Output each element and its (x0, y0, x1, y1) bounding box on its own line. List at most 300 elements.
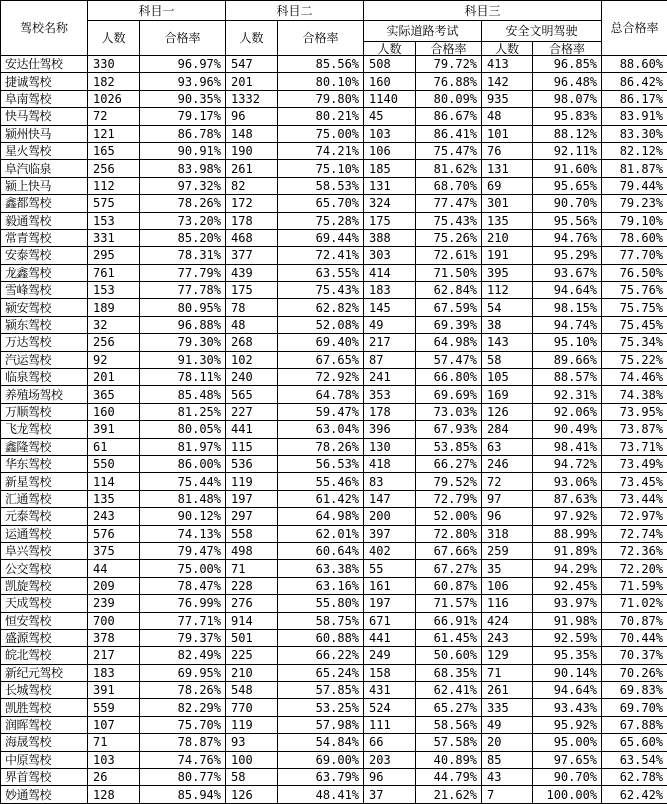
subject1-rate-cell: 82.29% (140, 699, 226, 716)
total-rate-cell: 70.87% (602, 612, 667, 629)
subject1-count-cell: 121 (88, 125, 140, 142)
road-test-rate-cell: 81.62% (416, 160, 482, 177)
subject1-rate-cell: 80.05% (140, 421, 226, 438)
school-name-cell: 海晟驾校 (1, 734, 88, 751)
total-pass-rate-header: 总合格率 (602, 1, 667, 56)
road-test-rate-cell: 86.41% (416, 125, 482, 142)
safety-count-cell: 126 (482, 403, 533, 420)
table-row (1, 525, 667, 542)
subject2-rate-cell: 53.25% (278, 699, 364, 716)
school-name-cell: 界首驾校 (1, 769, 88, 786)
road-test-count-cell: 130 (364, 438, 416, 455)
subject1-count-cell: 183 (88, 664, 140, 681)
road-test-count-cell: 508 (364, 56, 416, 73)
school-name-cell: 常青驾校 (1, 229, 88, 246)
road-test-rate-cell: 65.27% (416, 699, 482, 716)
subject2-count-cell: 58 (226, 769, 278, 786)
table-row (1, 229, 667, 246)
subject1-count-cell: 761 (88, 264, 140, 281)
safety-rate-cell: 94.64% (533, 282, 602, 299)
subject2-count-cell: 536 (226, 455, 278, 472)
road-test-count-cell: 203 (364, 751, 416, 768)
subject1-count-cell: 114 (88, 473, 140, 490)
safety-rate-cell: 98.07% (533, 90, 602, 107)
subject2-count-cell: 914 (226, 612, 278, 629)
safety-count-header: 人数 (482, 42, 533, 56)
table-row (1, 612, 667, 629)
subject2-rate-cell: 55.46% (278, 473, 364, 490)
road-test-count-cell: 37 (364, 786, 416, 803)
table-row (1, 473, 667, 490)
road-test-rate-cell: 73.03% (416, 403, 482, 420)
subject1-count-cell: 576 (88, 525, 140, 542)
subject1-count-cell: 391 (88, 421, 140, 438)
road-test-count-cell: 175 (364, 212, 416, 229)
school-name-cell: 捷诚驾校 (1, 73, 88, 90)
road-test-header: 实际道路考试 (364, 21, 482, 42)
school-name-cell: 飞龙驾校 (1, 421, 88, 438)
table-row (1, 734, 667, 751)
road-test-rate-cell: 67.59% (416, 299, 482, 316)
total-rate-cell: 73.45% (602, 473, 667, 490)
subject2-rate-cell: 56.53% (278, 455, 364, 472)
school-name-cell: 雪峰驾校 (1, 282, 88, 299)
road-test-rate-cell: 44.79% (416, 769, 482, 786)
total-rate-cell: 75.22% (602, 351, 667, 368)
road-test-rate-cell: 79.72% (416, 56, 482, 73)
safety-count-cell: 424 (482, 612, 533, 629)
road-test-rate-cell: 75.47% (416, 142, 482, 159)
subject1-rate-cell: 80.95% (140, 299, 226, 316)
total-rate-cell: 75.75% (602, 299, 667, 316)
safety-count-cell: 261 (482, 682, 533, 699)
safety-count-cell: 191 (482, 247, 533, 264)
subject3-header: 科目三 (364, 1, 602, 21)
subject1-rate-cell: 77.78% (140, 282, 226, 299)
subject1-rate-cell: 96.88% (140, 316, 226, 333)
subject1-rate-cell: 75.00% (140, 560, 226, 577)
total-rate-cell: 62.78% (602, 769, 667, 786)
subject2-count-cell: 210 (226, 664, 278, 681)
total-rate-cell: 73.44% (602, 490, 667, 507)
subject2-count-cell: 148 (226, 125, 278, 142)
safety-rate-cell: 94.29% (533, 560, 602, 577)
road-test-rate-cell: 75.43% (416, 212, 482, 229)
road-test-rate-cell: 69.39% (416, 316, 482, 333)
safety-count-cell: 135 (482, 212, 533, 229)
subject2-rate-header: 合格率 (278, 21, 364, 56)
safety-rate-cell: 94.74% (533, 316, 602, 333)
subject1-header: 科目一 (88, 1, 226, 21)
subject2-count-cell: 439 (226, 264, 278, 281)
road-test-rate-cell: 67.27% (416, 560, 482, 577)
safety-count-cell: 20 (482, 734, 533, 751)
subject1-count-cell: 575 (88, 195, 140, 212)
safety-count-cell: 116 (482, 595, 533, 612)
subject1-rate-cell: 96.97% (140, 56, 226, 73)
road-test-count-cell: 145 (364, 299, 416, 316)
table-row (1, 647, 667, 664)
subject2-rate-cell: 75.10% (278, 160, 364, 177)
safety-count-cell: 71 (482, 664, 533, 681)
subject1-count-cell: 391 (88, 682, 140, 699)
subject2-count-cell: 175 (226, 282, 278, 299)
road-test-count-cell: 197 (364, 595, 416, 612)
road-test-rate-cell: 62.41% (416, 682, 482, 699)
subject2-rate-cell: 75.43% (278, 282, 364, 299)
safety-rate-cell: 94.72% (533, 455, 602, 472)
road-test-count-cell: 303 (364, 247, 416, 264)
subject1-rate-cell: 75.70% (140, 716, 226, 733)
safety-count-cell: 142 (482, 73, 533, 90)
total-rate-cell: 72.97% (602, 508, 667, 525)
road-test-rate-cell: 58.56% (416, 716, 482, 733)
school-name-cell: 新纪元驾校 (1, 664, 88, 681)
subject2-rate-cell: 75.00% (278, 125, 364, 142)
subject1-count-cell: 103 (88, 751, 140, 768)
subject2-count-cell: 240 (226, 369, 278, 386)
total-rate-cell: 73.95% (602, 403, 667, 420)
road-test-rate-cell: 66.27% (416, 455, 482, 472)
safety-count-cell: 131 (482, 160, 533, 177)
road-test-count-cell: 414 (364, 264, 416, 281)
safety-count-cell: 284 (482, 421, 533, 438)
safety-rate-cell: 93.97% (533, 595, 602, 612)
subject1-count-cell: 71 (88, 734, 140, 751)
safety-rate-cell: 95.00% (533, 734, 602, 751)
table-row (1, 369, 667, 386)
subject2-count-cell: 96 (226, 108, 278, 125)
safety-count-cell: 243 (482, 629, 533, 646)
school-name-cell: 华东驾校 (1, 455, 88, 472)
road-test-count-cell: 49 (364, 316, 416, 333)
road-test-rate-cell: 68.70% (416, 177, 482, 194)
subject2-count-cell: 770 (226, 699, 278, 716)
total-rate-cell: 82.12% (602, 142, 667, 159)
road-test-count-cell: 55 (364, 560, 416, 577)
safety-rate-cell: 91.98% (533, 612, 602, 629)
road-test-count-cell: 418 (364, 455, 416, 472)
road-test-rate-cell: 57.58% (416, 734, 482, 751)
school-name-cell: 阜南驾校 (1, 90, 88, 107)
subject1-rate-cell: 86.78% (140, 125, 226, 142)
subject2-count-cell: 126 (226, 786, 278, 803)
road-test-rate-cell: 53.85% (416, 438, 482, 455)
table-row (1, 577, 667, 594)
subject2-count-cell: 441 (226, 421, 278, 438)
subject2-count-cell: 71 (226, 560, 278, 577)
subject1-rate-cell: 74.76% (140, 751, 226, 768)
safety-rate-cell: 95.29% (533, 247, 602, 264)
school-name-cell: 快马驾校 (1, 108, 88, 125)
subject2-count-cell: 172 (226, 195, 278, 212)
subject1-count-cell: 295 (88, 247, 140, 264)
subject1-count-cell: 153 (88, 212, 140, 229)
subject1-rate-cell: 83.98% (140, 160, 226, 177)
subject2-rate-cell: 57.85% (278, 682, 364, 699)
subject2-rate-cell: 58.75% (278, 612, 364, 629)
subject1-count-cell: 26 (88, 769, 140, 786)
school-name-cell: 润晖驾校 (1, 716, 88, 733)
subject2-count-cell: 201 (226, 73, 278, 90)
table-row (1, 595, 667, 612)
safety-rate-cell: 91.60% (533, 160, 602, 177)
subject2-rate-cell: 65.24% (278, 664, 364, 681)
school-name-cell: 万达驾校 (1, 334, 88, 351)
subject1-rate-cell: 76.99% (140, 595, 226, 612)
subject2-count-cell: 276 (226, 595, 278, 612)
subject2-rate-cell: 60.64% (278, 542, 364, 559)
road-test-rate-cell: 67.66% (416, 542, 482, 559)
safety-rate-cell: 97.65% (533, 751, 602, 768)
safety-count-cell: 72 (482, 473, 533, 490)
subject2-rate-cell: 52.08% (278, 316, 364, 333)
subject1-rate-cell: 73.20% (140, 212, 226, 229)
subject1-rate-cell: 74.13% (140, 525, 226, 542)
safety-count-cell: 58 (482, 351, 533, 368)
school-name-cell: 安泰驾校 (1, 247, 88, 264)
table-row (1, 664, 667, 681)
table-row (1, 282, 667, 299)
total-rate-cell: 70.26% (602, 664, 667, 681)
total-rate-cell: 72.36% (602, 542, 667, 559)
road-test-rate-header: 合格率 (416, 42, 482, 56)
road-test-count-cell: 87 (364, 351, 416, 368)
safety-rate-cell: 100.00% (533, 786, 602, 803)
subject1-rate-cell: 79.37% (140, 629, 226, 646)
subject2-count-cell: 268 (226, 334, 278, 351)
table-row (1, 195, 667, 212)
subject2-rate-cell: 69.44% (278, 229, 364, 246)
school-name-cell: 龙鑫驾校 (1, 264, 88, 281)
total-rate-cell: 70.44% (602, 629, 667, 646)
school-name-cell: 皖北驾校 (1, 647, 88, 664)
road-test-rate-cell: 50.60% (416, 647, 482, 664)
subject2-rate-cell: 67.65% (278, 351, 364, 368)
school-name-cell: 新星驾校 (1, 473, 88, 490)
table-row (1, 751, 667, 768)
subject1-rate-cell: 78.31% (140, 247, 226, 264)
school-name-cell: 养殖场驾校 (1, 386, 88, 403)
total-rate-cell: 79.10% (602, 212, 667, 229)
subject1-rate-cell: 75.44% (140, 473, 226, 490)
road-test-count-cell: 241 (364, 369, 416, 386)
safety-count-cell: 101 (482, 125, 533, 142)
subject1-count-cell: 365 (88, 386, 140, 403)
subject1-count-cell: 559 (88, 699, 140, 716)
subject2-count-cell: 78 (226, 299, 278, 316)
subject2-rate-cell: 60.88% (278, 629, 364, 646)
school-name-cell: 鑫隆驾校 (1, 438, 88, 455)
school-name-cell: 凯旋驾校 (1, 577, 88, 594)
school-name-cell: 鑫都驾校 (1, 195, 88, 212)
total-rate-cell: 86.17% (602, 90, 667, 107)
total-rate-cell: 73.87% (602, 421, 667, 438)
subject1-rate-cell: 90.12% (140, 508, 226, 525)
table-row (1, 438, 667, 455)
road-test-count-cell: 158 (364, 664, 416, 681)
road-test-rate-cell: 72.79% (416, 490, 482, 507)
safety-rate-cell: 93.06% (533, 473, 602, 490)
safety-count-cell: 35 (482, 560, 533, 577)
subject1-count-header: 人数 (88, 21, 140, 56)
table-row (1, 769, 667, 786)
subject1-count-cell: 239 (88, 595, 140, 612)
road-test-rate-cell: 52.00% (416, 508, 482, 525)
school-name-cell: 安达仕驾校 (1, 56, 88, 73)
school-name-cell: 阜兴驾校 (1, 542, 88, 559)
table-row (1, 73, 667, 90)
subject1-count-cell: 107 (88, 716, 140, 733)
road-test-count-cell: 83 (364, 473, 416, 490)
total-rate-cell: 78.60% (602, 229, 667, 246)
safety-rate-cell: 95.35% (533, 647, 602, 664)
road-test-rate-cell: 71.50% (416, 264, 482, 281)
road-test-count-cell: 185 (364, 160, 416, 177)
subject2-rate-cell: 80.21% (278, 108, 364, 125)
road-test-count-cell: 178 (364, 403, 416, 420)
subject1-count-cell: 153 (88, 282, 140, 299)
subject2-rate-cell: 85.56% (278, 56, 364, 73)
subject2-rate-cell: 58.53% (278, 177, 364, 194)
subject1-count-cell: 331 (88, 229, 140, 246)
table-row (1, 699, 667, 716)
subject2-count-cell: 548 (226, 682, 278, 699)
subject2-rate-cell: 62.82% (278, 299, 364, 316)
table-row (1, 386, 667, 403)
safety-count-cell: 395 (482, 264, 533, 281)
subject1-count-cell: 256 (88, 334, 140, 351)
table-row (1, 351, 667, 368)
total-rate-cell: 81.87% (602, 160, 667, 177)
subject1-rate-cell: 97.32% (140, 177, 226, 194)
subject2-count-cell: 119 (226, 473, 278, 490)
safety-rate-cell: 87.63% (533, 490, 602, 507)
road-test-rate-cell: 40.89% (416, 751, 482, 768)
total-rate-cell: 62.42% (602, 786, 667, 803)
school-name-header: 驾校名称 (1, 1, 88, 56)
total-rate-cell: 63.54% (602, 751, 667, 768)
school-name-cell: 颍州快马 (1, 125, 88, 142)
safety-count-cell: 54 (482, 299, 533, 316)
school-name-cell: 汇通驾校 (1, 490, 88, 507)
road-test-count-cell: 524 (364, 699, 416, 716)
road-test-rate-cell: 66.80% (416, 369, 482, 386)
safety-count-cell: 106 (482, 577, 533, 594)
subject2-rate-cell: 69.40% (278, 334, 364, 351)
safety-count-cell: 49 (482, 716, 533, 733)
table-row (1, 542, 667, 559)
subject2-rate-cell: 64.98% (278, 508, 364, 525)
subject1-count-cell: 209 (88, 577, 140, 594)
road-test-count-cell: 45 (364, 108, 416, 125)
school-name-cell: 临泉驾校 (1, 369, 88, 386)
safety-count-cell: 169 (482, 386, 533, 403)
subject1-count-cell: 182 (88, 73, 140, 90)
road-test-count-header: 人数 (364, 42, 416, 56)
safety-driving-header: 安全文明驾驶 (482, 21, 602, 42)
total-rate-cell: 75.34% (602, 334, 667, 351)
safety-rate-cell: 90.70% (533, 195, 602, 212)
table-row (1, 56, 667, 73)
table-row (1, 716, 667, 733)
safety-rate-cell: 92.06% (533, 403, 602, 420)
subject1-rate-cell: 85.48% (140, 386, 226, 403)
total-rate-cell: 77.70% (602, 247, 667, 264)
road-test-rate-cell: 86.67% (416, 108, 482, 125)
road-test-rate-cell: 79.52% (416, 473, 482, 490)
safety-count-cell: 935 (482, 90, 533, 107)
safety-count-cell: 105 (482, 369, 533, 386)
road-test-count-cell: 66 (364, 734, 416, 751)
safety-count-cell: 129 (482, 647, 533, 664)
total-rate-cell: 74.46% (602, 369, 667, 386)
subject2-rate-cell: 63.55% (278, 264, 364, 281)
subject1-rate-cell: 79.47% (140, 542, 226, 559)
road-test-count-cell: 103 (364, 125, 416, 142)
table-row (1, 264, 667, 281)
safety-rate-cell: 97.92% (533, 508, 602, 525)
total-rate-cell: 73.71% (602, 438, 667, 455)
subject1-count-cell: 378 (88, 629, 140, 646)
subject1-count-cell: 256 (88, 160, 140, 177)
safety-count-cell: 210 (482, 229, 533, 246)
subject2-rate-cell: 57.98% (278, 716, 364, 733)
subject1-count-cell: 61 (88, 438, 140, 455)
table-row (1, 142, 667, 159)
subject1-rate-cell: 85.94% (140, 786, 226, 803)
subject1-rate-cell: 81.97% (140, 438, 226, 455)
table-row (1, 421, 667, 438)
safety-count-cell: 48 (482, 108, 533, 125)
safety-count-cell: 259 (482, 542, 533, 559)
subject1-rate-cell: 81.25% (140, 403, 226, 420)
safety-count-cell: 96 (482, 508, 533, 525)
total-rate-cell: 79.44% (602, 177, 667, 194)
safety-rate-cell: 96.85% (533, 56, 602, 73)
subject1-count-cell: 165 (88, 142, 140, 159)
subject2-count-cell: 93 (226, 734, 278, 751)
safety-rate-cell: 92.11% (533, 142, 602, 159)
table-body (1, 56, 667, 804)
road-test-count-cell: 397 (364, 525, 416, 542)
table-row (1, 160, 667, 177)
table-row (1, 629, 667, 646)
safety-rate-cell: 92.31% (533, 386, 602, 403)
subject1-rate-cell: 93.96% (140, 73, 226, 90)
table-row (1, 108, 667, 125)
road-test-count-cell: 147 (364, 490, 416, 507)
subject1-rate-cell: 81.48% (140, 490, 226, 507)
safety-count-cell: 43 (482, 769, 533, 786)
school-name-cell: 汽运驾校 (1, 351, 88, 368)
safety-rate-cell: 90.14% (533, 664, 602, 681)
total-rate-cell: 83.30% (602, 125, 667, 142)
safety-rate-cell: 95.65% (533, 177, 602, 194)
subject1-rate-cell: 90.91% (140, 142, 226, 159)
subject2-count-cell: 377 (226, 247, 278, 264)
road-test-count-cell: 388 (364, 229, 416, 246)
subject1-rate-header: 合格率 (140, 21, 226, 56)
total-rate-cell: 70.37% (602, 647, 667, 664)
road-test-count-cell: 441 (364, 629, 416, 646)
total-rate-cell: 86.42% (602, 73, 667, 90)
subject2-rate-cell: 79.80% (278, 90, 364, 107)
subject2-count-cell: 498 (226, 542, 278, 559)
safety-count-cell: 7 (482, 786, 533, 803)
road-test-count-cell: 353 (364, 386, 416, 403)
safety-rate-cell: 95.83% (533, 108, 602, 125)
